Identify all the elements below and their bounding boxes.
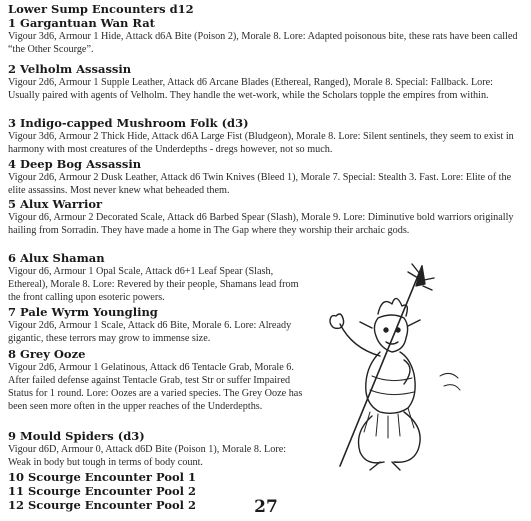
encounter-entry-2 <box>8 62 518 102</box>
entry-title: 9 Mould Spiders (d3) <box>8 429 145 443</box>
entry-title: 6 Alux Shaman <box>8 251 105 265</box>
entry-title: 7 Pale Wyrm Youngling <box>8 305 158 319</box>
encounter-entry-3 <box>8 116 518 156</box>
entry-body: Vigour 2d6, Armour 1 Gelatinous, Attack d6 Tentacle Grab, Morale 6. After failed defense against Tentacle Grab, test Str or suffer Impaired Status for 1 round. Lore: Oozes are a varied species. The Grey Ooze has been seen more often in the upper reaches of the Underdepths. <box>8 362 303 412</box>
entry-title: 5 Alux Warrior <box>8 197 103 211</box>
encounter-entry-1 <box>8 16 518 56</box>
alux-warrior-illustration <box>300 256 530 476</box>
page-number: 27 <box>254 497 278 517</box>
entry-title: 4 Deep Bog Assassin <box>8 157 142 171</box>
entry-title: 10 Scourge Encounter Pool 1 <box>8 470 197 484</box>
entry-body: Vigour d6D, Armour 0, Attack d6D Bite (Poison 1), Morale 8. Lore: Weak in body but tough in terms of body count. <box>8 444 287 468</box>
entry-title: 8 Grey Ooze <box>8 347 86 361</box>
entry-title: 1 Gargantuan Wan Rat <box>8 16 155 30</box>
encounter-entry-5 <box>8 197 518 237</box>
entry-body: Vigour 2d6, Armour 2 Dusk Leather, Attack d6 Twin Knives (Bleed 1), Morale 7. Special: Stealth 3. Fast. Lore: Elite of the elite assassins. Most never knew what beheaded them. <box>8 172 512 196</box>
entry-body: Vigour d6, Armour 2 Decorated Scale, Attack d6 Barbed Spear (Slash), Morale 9. Lore: Diminutive bold warriors originally hailing from Sorradin. They have made a home in The Gap where they worship their archaic gods. <box>8 212 514 236</box>
entry-body: Vigour d6, Armour 1 Opal Scale, Attack d6+1 Leaf Spear (Slash, Ethereal), Morale 8. Lore: Revered by their people, Shamans lead from the front calling upon esoteric powers. <box>8 266 299 303</box>
encounter-entry-8 <box>8 347 308 413</box>
entry-title: 11 Scourge Encounter Pool 2 <box>8 484 197 498</box>
encounter-entry-4 <box>8 157 518 197</box>
entry-title: 2 Velholm Assassin <box>8 62 132 76</box>
encounter-table-title: Lower Sump Encounters d12 <box>8 2 194 16</box>
encounter-entry-9 <box>8 429 308 469</box>
entry-body: Vigour 2d6, Armour 1 Supple Leather, Attack d6 Arcane Blades (Ethereal, Ranged), Morale 8. Special: Fallback. Lore: Usually paired with agents of Velholm. They handle the wet-work, while the Scholars topple the empires from within. <box>8 77 494 101</box>
entry-title: 3 Indigo-capped Mushroom Folk (d3) <box>8 116 249 130</box>
entry-body: Vigour 3d6, Armour 1 Hide, Attack d6A Bite (Poison 2), Morale 8. Lore: Adapted poisonous bite, these rats have been called “the Other Scourge”. <box>8 31 518 55</box>
encounter-entry-6 <box>8 251 308 304</box>
encounter-entry-7 <box>8 305 308 345</box>
entry-title: 12 Scourge Encounter Pool 2 <box>8 498 197 512</box>
entry-body: Vigour 2d6, Armour 1 Scale, Attack d6 Bite, Morale 6. Lore: Already gigantic, these terrors may grow to immense size. <box>8 320 292 344</box>
entry-body: Vigour 3d6, Armour 2 Thick Hide, Attack d6A Large Fist (Bludgeon), Morale 8. Lore: Silent sentinels, they seem to exist in harmony with most creatures of the Underdepths - dregs however, not so much. <box>8 131 514 155</box>
encounter-entry-11 <box>8 484 518 498</box>
